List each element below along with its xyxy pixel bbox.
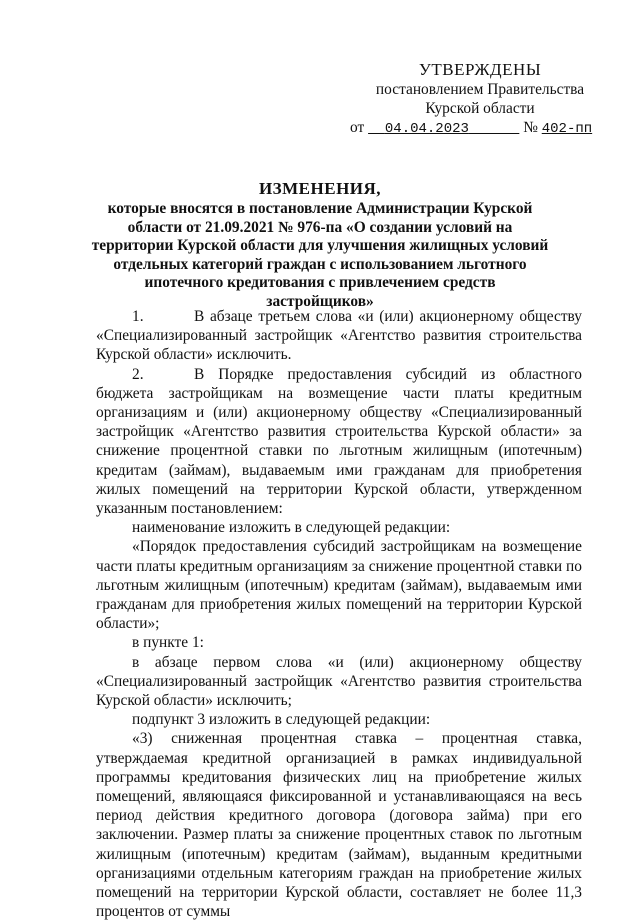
approval-date-line [350, 118, 610, 139]
approval-block [350, 60, 605, 137]
paragraph-first-indent: в абзаце первом слова «и (или) акционерному обществу «Специализированный застройщик «Агентство развития строительства Курской области» исключить; [96, 653, 582, 710]
approval-number: 402-пп [541, 121, 593, 137]
paragraph-item-2 [96, 365, 582, 519]
paragraph-point-1: в пункте 1: [132, 634, 204, 652]
paragraph-subpoint-3: подпункт 3 изложить в следующей редакции: [132, 711, 431, 729]
approval-line-2: Курской области [425, 100, 535, 117]
item-2-number: 2. [132, 365, 144, 383]
paragraph-reduced-rate: «3) сниженная процентная ставка – процентная ставка, утверждаемая кредитной организацией в рамках индивидуальной программы кредитования физических лиц на приобретение жилых помещений, являющаяся фиксированной и устанавливающаяся на весь период действия кредитного договора (договора займа) при его заключении. Размер платы за снижение процентных ставок по льготным жилищным (ипотечным) кредитам (займам), выданным кредитными организациями отдельным категориям граждан на приобретение жилых помещений на территории Курской области, составляет не более 11,3 процентов от суммы [96, 730, 582, 921]
date-prefix: от [350, 119, 365, 136]
document-body [96, 307, 582, 922]
item-2-text: В Порядке предоставления субсидий из областного бюджета застройщикам на возмещение части платы кредитным организациям и (или) акционерному обществу «Специализированный застройщик «Агентство развития строительства Курской области» за снижение процентной ставки по льготным жилищным (ипотечным) кредитам (займам), выдаваемым ими гражданам для приобретения жилых помещений на территории Курской области, утвержденном указанным постановлением: [96, 365, 582, 518]
approval-heading: УТВЕРЖДЕНЫ [418, 60, 542, 79]
paragraph-name-change: наименование изложить в следующей редакции: [132, 519, 451, 537]
paragraph-new-name: «Порядок предоставления субсидий застройщикам на возмещение части платы кредитным организациям за снижение процентной ставки по льготным жилищным (ипотечным) кредитам (займам), выдаваемым ими гражданам для приобретения жилых помещений на территории Курской области»; [96, 538, 582, 633]
item-1-number: 1. [132, 308, 144, 325]
number-prefix: № [523, 119, 538, 136]
paragraph-item-1 [96, 307, 582, 365]
document-title [90, 178, 550, 312]
title-main: ИЗМЕНЕНИЯ, [258, 179, 382, 198]
title-subtitle: которые вносятся в постановление Администрации Курской области от 21.09.2021 № 976-па «О создании условий на территории Курской области для улучшения жилищных условий отдельных категорий граждан с использованием льготного ипотечного кредитования с привлечением средств застройщиков» [91, 200, 549, 310]
item-1-text: В абзаце третьем слова «и (или) акционерному обществу «Специализированный застройщик «Агентство развития строительства Курской области» исключить. [96, 308, 582, 364]
approval-line-1: постановлением Правительства [375, 81, 585, 98]
approval-date: 04.04.2023 [384, 121, 469, 137]
